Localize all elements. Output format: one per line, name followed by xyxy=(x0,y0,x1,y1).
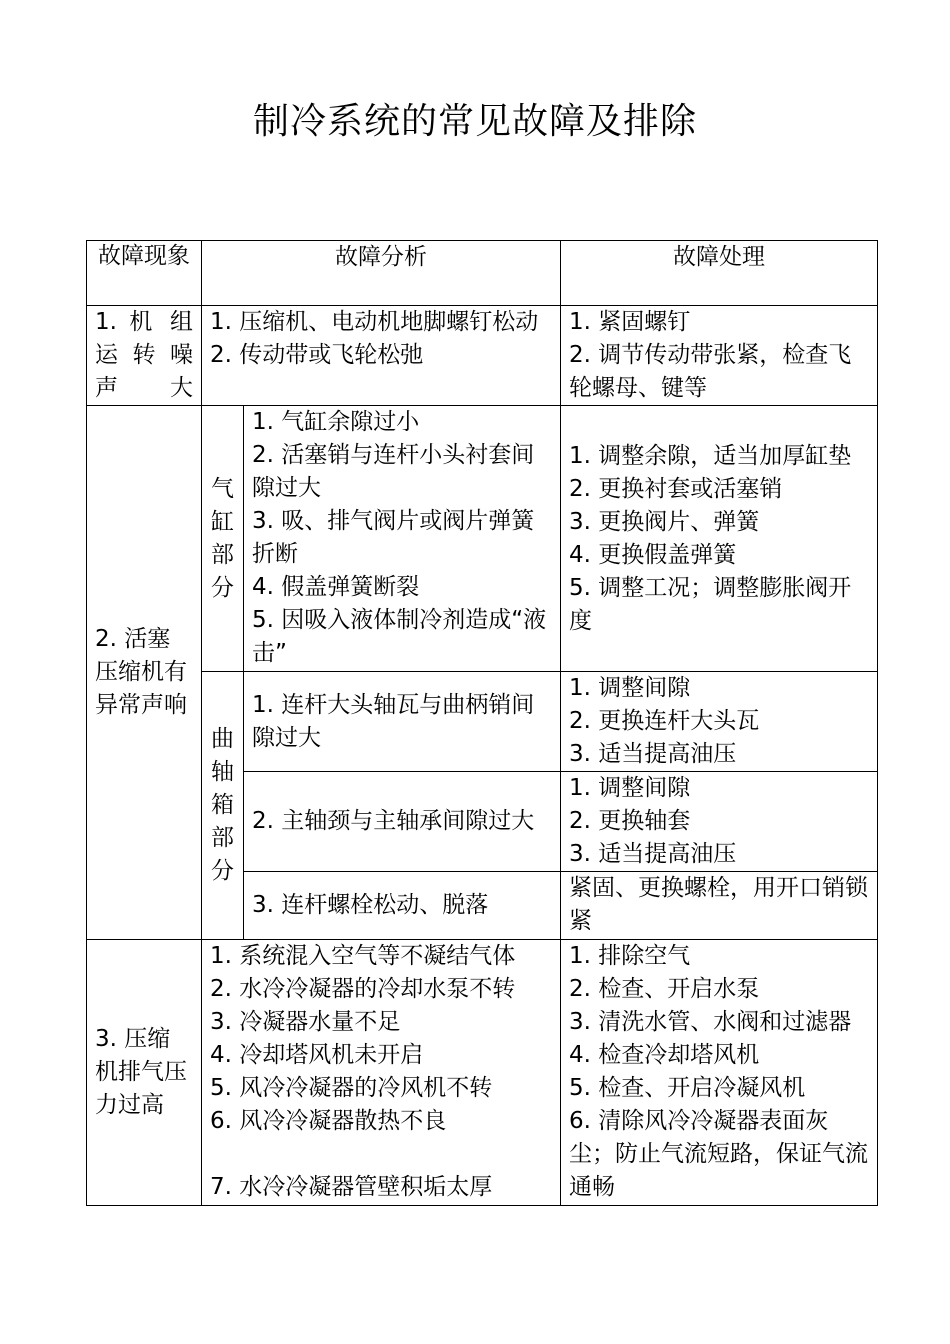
handling-item: 4. 检查冷却塔风机 xyxy=(569,1042,760,1068)
analysis-item: 1. 连杆大头轴瓦与曲柄销间隙过大 xyxy=(252,691,535,751)
analysis-item: 2. 活塞销与连杆小头衬套间隙过大 xyxy=(252,442,535,501)
fault-table xyxy=(86,240,878,1206)
handling-item: 5. 检查、开启冷凝风机 xyxy=(569,1075,806,1101)
handling-item: 1. 排除空气 xyxy=(569,943,691,969)
handling-item: 3. 清洗水管、水阀和过滤器 xyxy=(569,1009,852,1035)
handling-item: 3. 更换阀片、弹簧 xyxy=(569,508,760,535)
handling-item: 5. 调整工况；调整膨胀阀开度 xyxy=(569,574,852,634)
handling-cell xyxy=(561,940,878,1206)
header-row xyxy=(87,241,878,306)
analysis-item: 4. 假盖弹簧断裂 xyxy=(252,574,420,600)
analysis-item: 2. 传动带或飞轮松弛 xyxy=(210,342,424,368)
handling-item: 2. 调节传动带张紧，检查飞轮螺母、键等 xyxy=(569,342,852,401)
page-title: 制冷系统的常见故障及排除 xyxy=(252,101,697,142)
phenomenon-cell: 1. 机 组 运 转 噪 声大 xyxy=(87,306,202,406)
analysis-cell xyxy=(202,306,561,406)
analysis-item: 3. 吸、排气阀片或阀片弹簧折断 xyxy=(252,508,535,567)
analysis-item: 4. 冷却塔风机未开启 xyxy=(210,1042,424,1068)
handling-item: 3. 适当提高油压 xyxy=(569,741,737,767)
analysis-item: 3. 冷凝器水量不足 xyxy=(210,1009,401,1035)
handling-item: 1. 调整间隙 xyxy=(569,775,691,801)
analysis-cell xyxy=(244,772,561,872)
phenomenon-cell: 3. 压缩机排气压力过高 xyxy=(87,940,202,1206)
handling-item: 6. 清除风冷冷凝器表面灰尘；防止气流短路，保证气流通畅 xyxy=(569,1108,868,1200)
phenomenon-cell: 2. 活塞压缩机有异常声响 xyxy=(87,406,202,940)
analysis-item: 5. 风冷冷凝器的冷风机不转 xyxy=(210,1075,493,1101)
handling-item: 2. 检查、开启水泵 xyxy=(569,976,760,1002)
handling-item: 1. 调整间隙 xyxy=(569,675,691,701)
analysis-cell xyxy=(244,406,561,672)
handling-item: 1. 紧固螺钉 xyxy=(569,309,691,335)
analysis-item: 5. 因吸入液体制冷剂造成“液击” xyxy=(252,607,547,666)
handling-item: 2. 更换连杆大头瓦 xyxy=(569,708,760,734)
handling-item: 2. 更换轴套 xyxy=(569,808,691,834)
analysis-item: 1. 气缸余隙过小 xyxy=(252,409,420,435)
header-phenomenon: 故障现象 xyxy=(87,241,202,306)
table-row xyxy=(87,306,878,406)
handling-cell xyxy=(561,872,878,940)
sub-label-crankcase: 曲轴箱部分 xyxy=(202,672,244,940)
table-row xyxy=(87,406,878,672)
analysis-item: 3. 连杆螺栓松动、脱落 xyxy=(252,892,489,918)
sub-label-cylinder: 气缸部分 xyxy=(202,406,244,672)
header-handling: 故障处理 xyxy=(561,241,878,306)
handling-cell xyxy=(561,672,878,772)
handling-cell xyxy=(561,306,878,406)
analysis-item: 7. 水冷冷凝器管壁积垢太厚 xyxy=(210,1174,493,1200)
table-row xyxy=(87,940,878,1206)
handling-item: 2. 更换衬套或活塞销 xyxy=(569,475,783,502)
analysis-cell xyxy=(244,672,561,772)
handling-item: 3. 适当提高油压 xyxy=(569,841,737,867)
analysis-item: 2. 水冷冷凝器的冷却水泵不转 xyxy=(210,976,516,1002)
analysis-item: 1. 压缩机、电动机地脚螺钉松动 xyxy=(210,309,539,335)
analysis-item: 2. 主轴颈与主轴承间隙过大 xyxy=(252,808,535,834)
handling-item: 1. 调整余隙，适当加厚缸垫 xyxy=(569,442,852,469)
header-analysis: 故障分析 xyxy=(202,241,561,306)
analysis-item: 6. 风冷冷凝器散热不良 xyxy=(210,1108,447,1134)
handling-cell xyxy=(561,772,878,872)
analysis-item: 1. 系统混入空气等不凝结气体 xyxy=(210,943,516,969)
spacer xyxy=(210,1138,552,1171)
handling-item: 4. 更换假盖弹簧 xyxy=(569,541,737,568)
analysis-cell xyxy=(244,872,561,940)
table-row xyxy=(87,672,878,772)
handling-item: 紧固、更换螺栓，用开口销锁紧 xyxy=(569,875,868,934)
handling-cell xyxy=(561,406,878,672)
analysis-cell xyxy=(202,940,561,1206)
